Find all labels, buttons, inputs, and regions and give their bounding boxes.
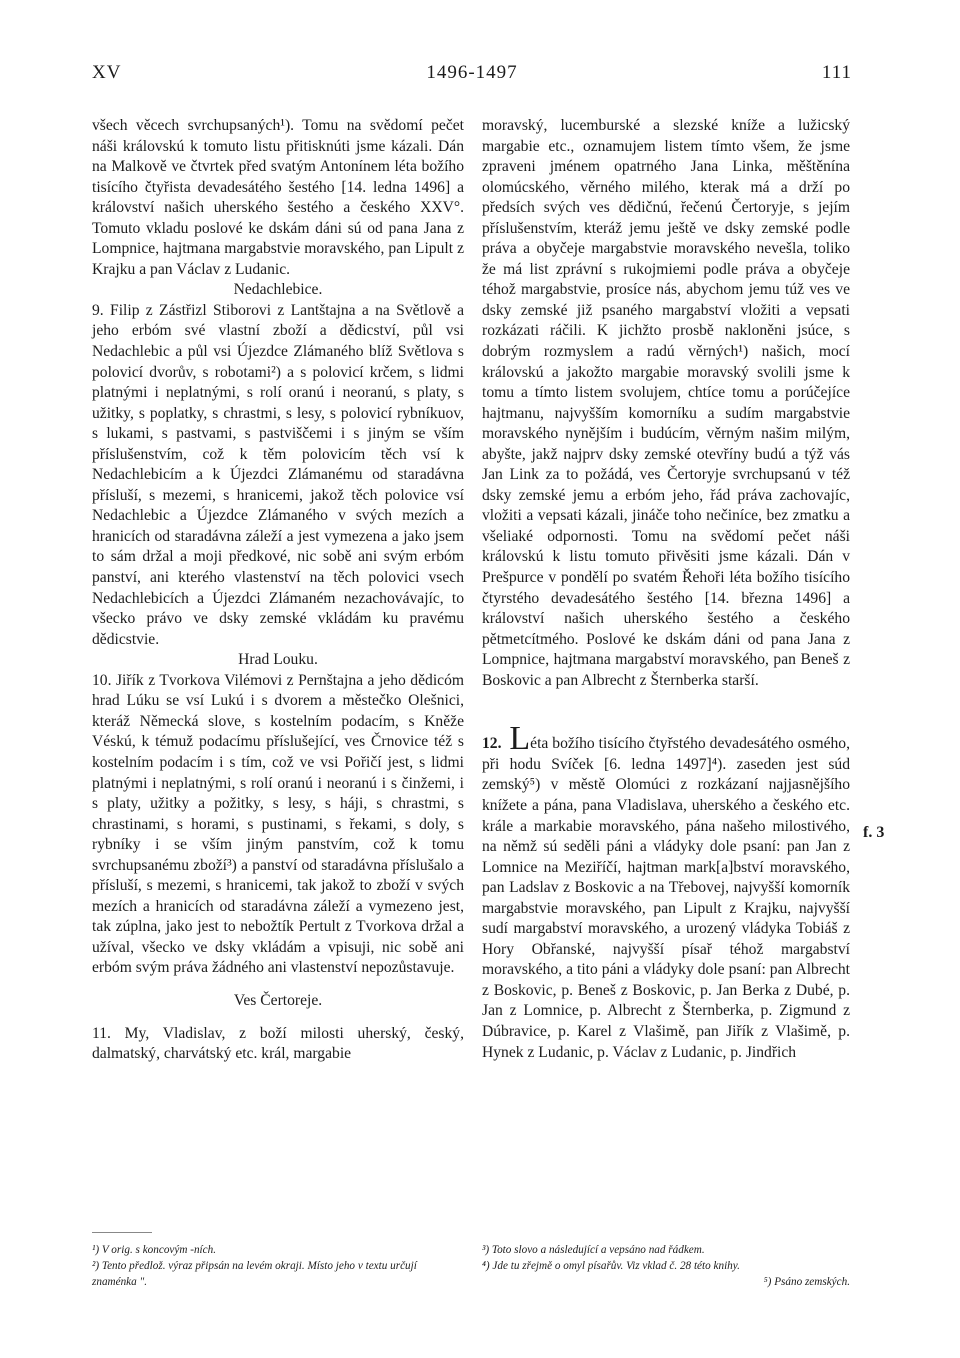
subheading-ves-certoreje: Ves Čertoreje. [233,991,323,1009]
header-year-range: 1496-1497 [426,62,518,83]
drop-cap-letter: L [509,720,531,758]
folio-margin-note: f. 3 [863,824,885,841]
paragraph-12-text: éta božího tisícího čtyřstého devadesátého osmého, při hodu Svíček [6. ledna 1497]⁴). zaseden jest súd zemský⁵) v městě Olomúci z rozkázaní najjasnějšího knížete a pána, pana Vladislava, uherského a českého etc. krále a markabie moravského, pána našeho milostivého, na němž sú seděli páni a vládyky dole psaní: pan Jan z Lomnice na Meziříčí, hajtman mark[a]bství moravského, pan Ladslav z Boskovic a na Třebovej, najvyšší komorník margabstvie moravského, pan Lipult z Krajku, najvyšší sudí margabství moravského, a urozený vládyka Tobiáš z Hory Obřanské, najvyšší písař téhož margabství moravského, a tito páni a vládyky dole psaní: pan Albrecht z Boskovic, p. Beneš z Boskovic, p. Jan Berka z Dubé, p. Jan z Lomnice, p. Albrecht z Šternberka, p. Zigmund z Dúbravice, p. Karel z Vlašimě, pan Jiřík z Vlašimě, p. Hynek z Ludanic, p. Václav z Ludanic, p. Jindřich [482,735,850,1061]
footnote-3: ³) Toto slovo a následující a vepsáno nad řádkem. [482,1244,705,1256]
left-column [92,116,464,1065]
footnote-5: ⁵) Psáno zemských. [763,1276,850,1288]
spacer [482,691,850,729]
header-page-number: 111 [821,62,852,83]
right-column [482,116,850,1063]
footnotes-right [482,1242,850,1290]
subheading-nedachlebice: Nedachlebice. [233,281,323,299]
running-header [92,62,852,92]
subheading-hrad-louku: Hrad Louku. [238,651,318,669]
footnote-2: ²) Tento předlož. výraz připsán na levém okraji. Místo jeho v textu určují znaménka ". [92,1260,417,1288]
spacer [92,979,464,991]
paragraph-11-start: 11. My, Vladislav, z boží milosti uherský, český, dalmatský, charvátský etc. král, margabie [92,1024,464,1063]
spacer [92,1012,464,1024]
paragraph-10: 10. Jiřík z Tvorkova Vilémovi z Pernštajna a jeho dědicóm hrad Lúku se vsí Lukú i s dvorem a městečko Olešnici, kteráž Německá slove, s kostelním podacím, s Kněže Véskú, k témuž podacímu příslušející, ves Črnovice též s kostelním podacím i s tím, což ve vsi Pořičí jest, s lidmi platnými i neplatnými, s rolí oranú i neoranú i s činžemi, i s platy, užitky a požitky, s lesy, s háji, s chrastmi, s chrastinami, s horami, s pustinami, s řekami, s doly, s rybníky i se vším jiným panstvím, což k tomu svrchupsanému zboží³) a panství od staradávna příslušalo a přísluší, s mezemi, s hranicemi, tak jakož to zboží v svých mezích a hranicích od staradávna záleží a vymezeno jest, tak zúplna, jako jest to nebožtík Pertult z Tvorkova držal a užíval, všecko ve dsky vkládám a vpisuji, nic sobě ani erbóm svým práva žádného ani vlastenství nepozůstavuje. [92,671,464,977]
footnotes-left [92,1242,464,1290]
footnote-4: ⁴) Jde tu zřejmě o omyl písařův. Viz vklad č. 28 této knihy. [482,1260,740,1272]
paragraph-12 [482,720,850,1063]
header-chapter-numeral: XV [92,62,122,83]
paragraph-12-number: 12. [482,735,502,753]
paragraph-9: 9. Filip z Zástřizl Stiborovi z Lantštajna a na Světlově a jeho erbóm své vlastní zboží a dědicství, půl vsi Nedachlebic a půl vsi Újezdce Zlámaného blíž Světlova s polovicí dvorův, s robotami²) a s polovicí krčem, s lidmi platnými i neplatnými, s rolí oranú i neoranú, s platy, s užitky, s poplatky, s chrastmi, s lesy, s polovicí rybníkuov, s lukami, s pastvami, s pastviščemi i s jiným se vším příslušenstvím, což k těm polovicím těch vsí k Nedachlebicím a k Újezdci Zlámanému od staradávna přísluší, s mezemi, s hranicemi, jakož těch polovice vsí Nedachlebic a Újezdce Zlámaného v svých mezích a hranicích od staradávna záleží a jest vymezena a jako jsem to sám držal a moji předkové, nic sobě ani svým erbóm panství, ani kterého vlastenství na těch polovici vsech Nedachlebicích a Újezdci Zlámaném nezachovávajíc, to všecko právo ve dsky zemské vkládám ku pravému dědicstvie. [92,301,464,648]
paragraph-11-continued: moravský, lucemburské a slezské kníže a lužicský margabie etc., oznamujem listem tímto všem, že jsme zpraveni jménem opatrného Jana Linka, měštěnína olomúcského, věrného milého, kterak má a drží po předsích svých ves dědičnú, řečenú Čertoryje, s jejím příslušenstvím, kteráž jemu ještě ve dsky zemské podle práva a obyčeje margabstvie moravského nevešla, toliko že má list zprávní s rukojmiemi podle práva a obyčeje téhož margabstvie, prosíce nás, abychom jemu túž ves ve dsky zemské již psaného margabství vložiti a vepsati rozkázati ráčili. K jichžto prosbě nakloněni jsúce, s dobrým rozmyslem a radú věrných¹) našich, mocí královskú a jakožto margabie moravský svolili jsme k tomu a tímto listem svolujem, chtíce tomu a porúčejíce hajtmanu, najvyšším komorníku a sudím margabstvie moravského nynějším i budúcím, věrným našim milým, abyšte, jakž najprv dsky zemské otevříny budú a týž vás Jan Link za to požádá, ves Čertoryje svrchupsanú v též dsky zemské jemu a erbóm jeho, řád práva zachovajíc, vložiti a vepsati kázali, jináče toho nečiníce, bez zmatku a všeliaké odpornosti. Tomu na svědomí pečet náši královskú k listu tomuto přivěsiti jsme kázali. Dán v Prešpurce v pondělí po svatém Řehoři léta božího tisícího čtyrstého devadesátého šestého [14. března 1496] a království našich uherského šestého a českého pětmetcítmého. Poslové ke dskám dáni od pana Jana z Lompnice, hajtmana margabství moravského, pan Beneš z Boskovic a pan Albrecht z Šternberka starší. [482,117,850,689]
footnote-rule [92,1232,152,1233]
paragraph-8-end: všech věcech svrchupsaných¹). Tomu na svědomí pečet náši královskú k tomuto listu přitisknúti jsme kázali. Dán na Malkově ve čtvrtek před svatým Antonínem léta božího tisícího čtyřista devadesátého šestého [14. ledna 1496] a království našich uherského šestého a českého XXV°. Tomuto vkladu poslové ke dskám dáni sú od pana Jana z Lompnice, hajtmana margabstvie moravského, pan Lipult z Krajku a pan Václav z Ludanic. [92,117,464,278]
footnote-1: ¹) V orig. s koncovým -ních. [92,1244,217,1256]
